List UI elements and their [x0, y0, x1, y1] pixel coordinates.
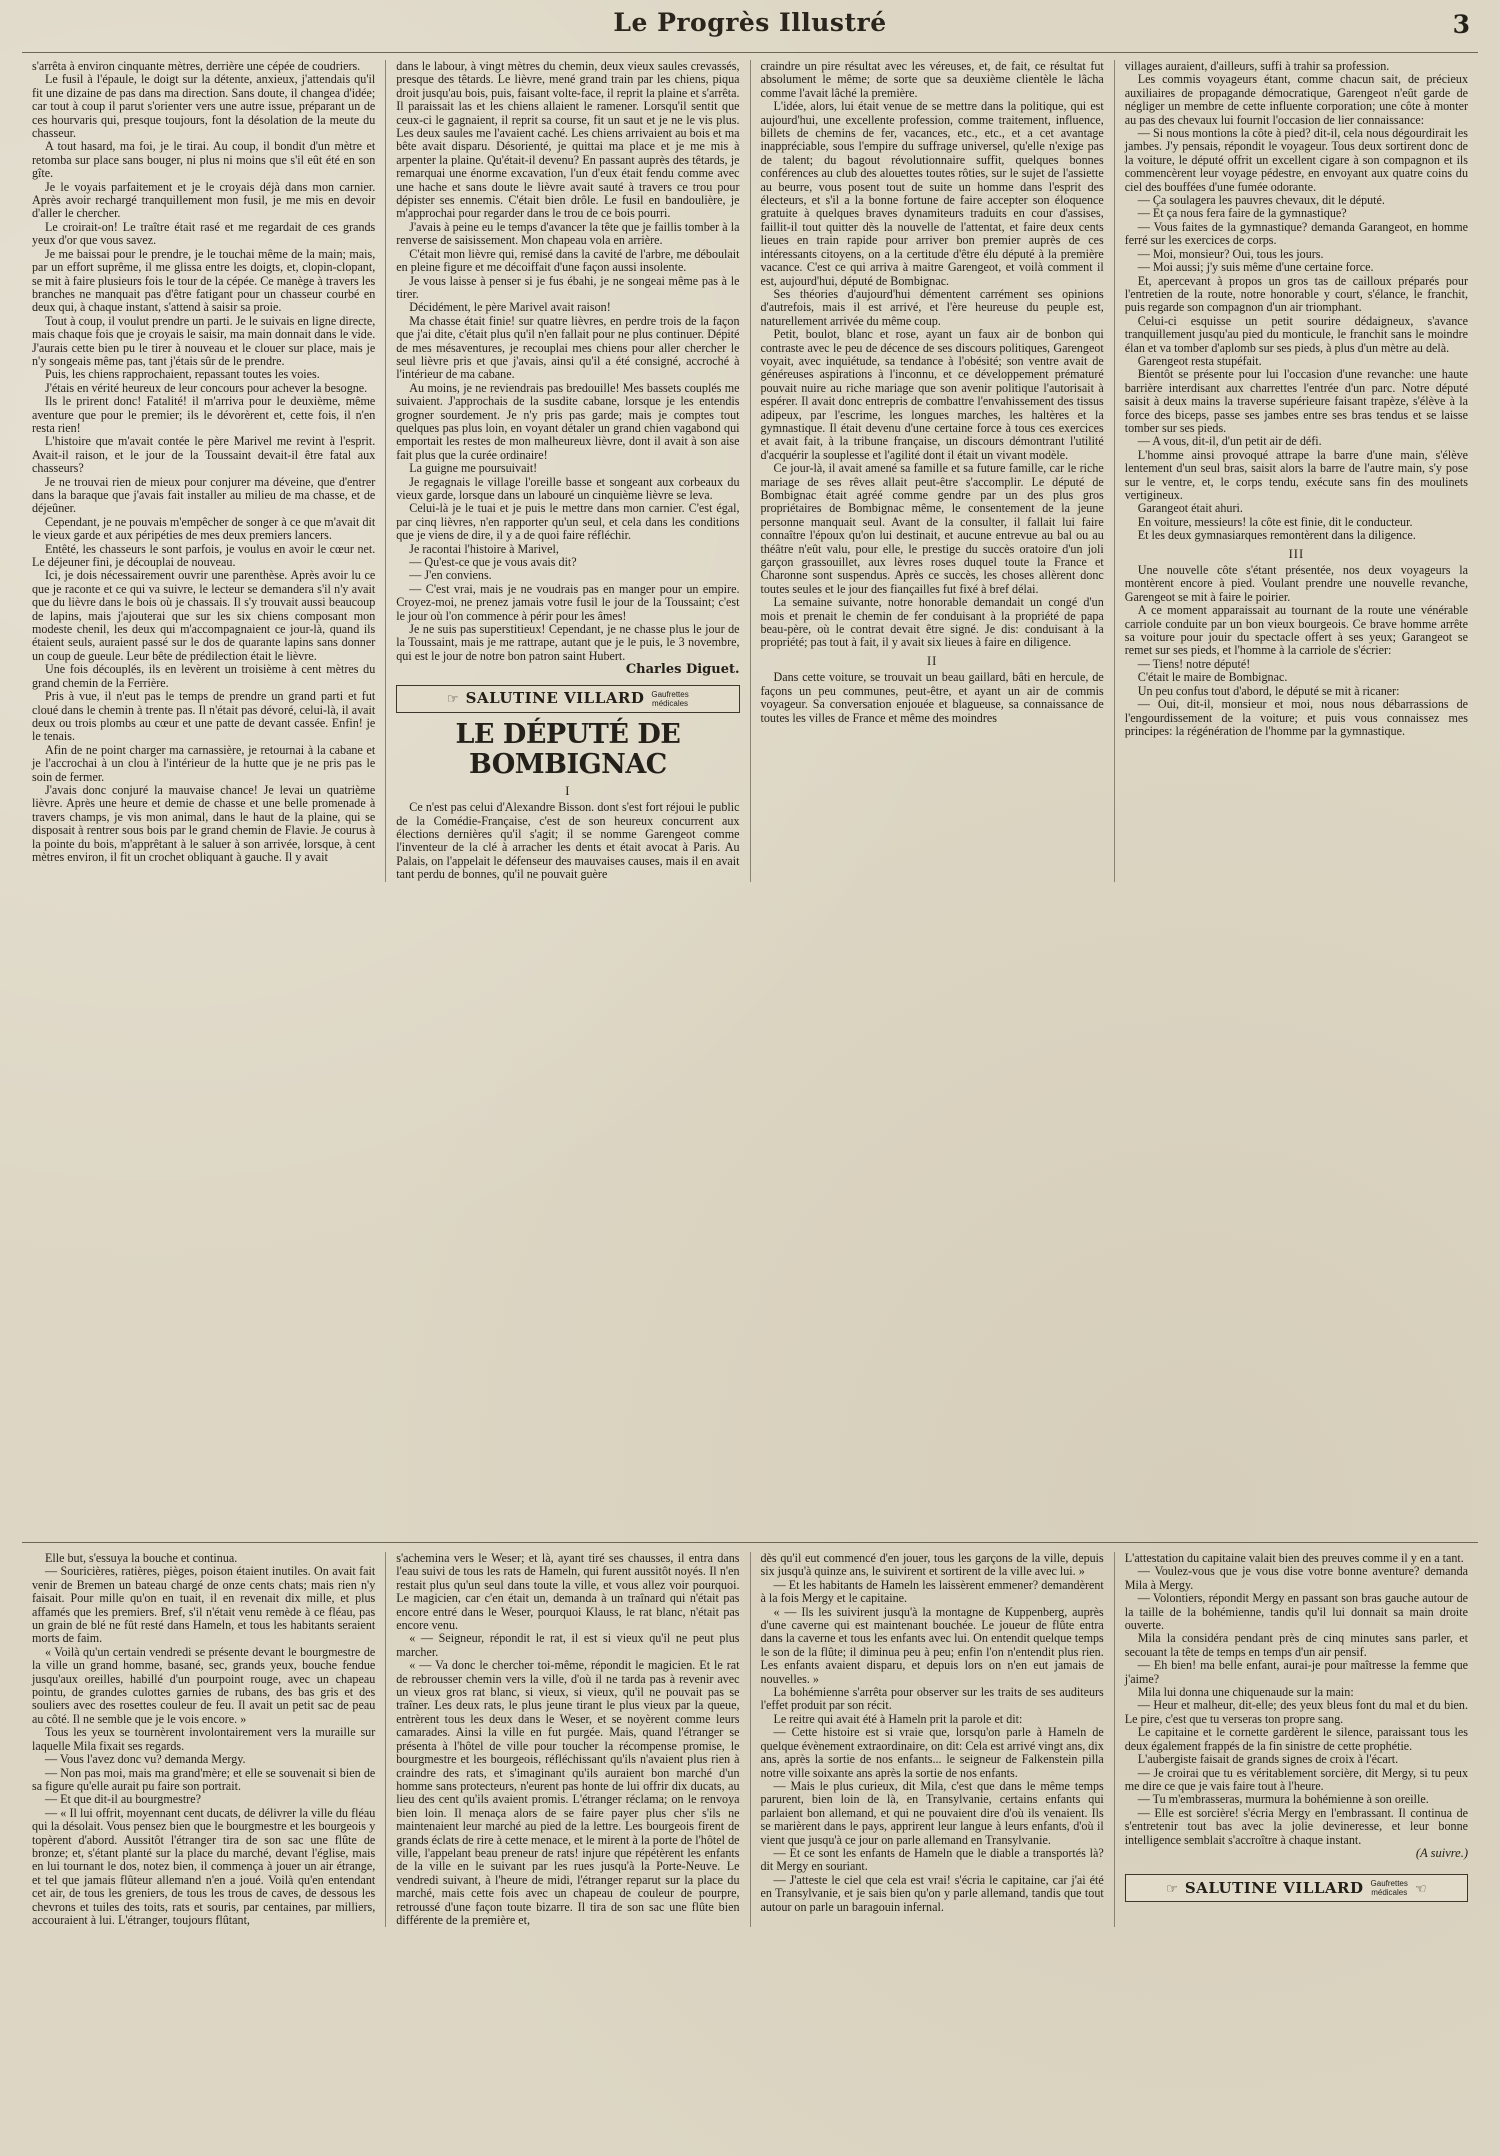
paragraph: « — Seigneur, répondit le rat, il est si vieux qu'il ne peut plus marcher.	[396, 1631, 740, 1659]
paragraph: Un peu confus tout d'abord, le député se mit à ricaner:	[1137, 683, 1400, 698]
section-number-1: I	[565, 783, 571, 798]
paragraph: — Moi aussi; j'y suis même d'une certaine force.	[1137, 260, 1374, 275]
paragraph: — Heur et malheur, dit-elle; des yeux bleus font du mal et du bien. Le pire, c'est que tu verseras ton propre sang.	[1124, 1698, 1468, 1726]
feature-headline: LE DÉPUTÉ DE BOMBIGNAC	[455, 718, 681, 780]
paragraph: Cependant, je ne pouvais m'empêcher de songer à ce que m'avait dit le vieux garde et aux péripéties de mes deux premiers lancers.	[32, 514, 376, 543]
paragraph: — Oui, dit-il, monsieur et moi, nous nous débarrassions de l'engourdissement de la voiture; et puis vous connaissez mes principes: la régénération de l'homme par la gymnastique.	[1124, 697, 1468, 738]
byline: Charles Diguet.	[625, 662, 740, 678]
pointing-hand-left-icon: ☞	[447, 691, 459, 707]
header-divider	[22, 52, 1478, 53]
paragraph: L'attestation du capitaine valait bien des preuves comme il y en a tant.	[1124, 1551, 1464, 1565]
ad-subtitle	[1371, 1879, 1408, 1897]
paragraph: s'arrêta à environ cinquante mètres, derrière une cépée de coudriers.	[32, 59, 361, 73]
paragraph: Je racontai l'histoire à Marivel,	[409, 541, 559, 556]
paragraph: Le capitaine et le cornette gardèrent le silence, paraissant tous les deux également frappés de la fin sinistre de cette prophétie.	[1124, 1725, 1468, 1753]
paragraph: Je vous laisse à penser si je fus ébahi, je ne songeai même pas à le tirer.	[396, 273, 740, 301]
paragraph: Garangeot était ahuri.	[1137, 501, 1243, 516]
paragraph: L'idée, alors, lui était venue de se mettre dans la politique, qui est aujourd'hui, une excellente profession, comme traitement, influence, billets de chemins de fer, vacances, etc., etc., et a cet avantage inappréciable, sous l'empire du suffrage universel, qu'elle n'exige pas de talent; du bagout révolutionnaire suffit, quelques bonnes conférences au club des alouettes toutes rôties, sur le sujet de l'assiette au beurre, vous posent tout de suite un homme dans l'esprit des électeurs, et s'il a la bonne fortune de faire accepter son éloquence gratuite à quelques braves dynamiteurs traduits en cour d'assises, faillit-il tout quitter dès la nouvelle de l'attentat, et faire deux cents lieues en train rapide pour arriver bon premier auprès de ces intéressants citoyens, on a la certitude d'être élu député à la première vacance. C'est ce qui arriva à maitre Garengeot, et voilà comment il est, aujourd'hui, député de Bombignac.	[760, 99, 1104, 288]
paragraph: Je me baissai pour le prendre, je le touchai même de la main; mais, par un effort suprême, il me glissa entre les doigts, et, clopin-clopant, se mit à faire plusieurs fois le tour de la cépée. Ce manège à travers les branches ne manquait pas d'être fatigant pour un chasseur courbé en deux qui, à chaque instant, s'attend à saisir sa proie.	[32, 246, 376, 315]
paragraph: Celui-ci esquisse un petit sourire dédaigneux, s'avance tranquillement jusqu'au pied du monticule, le franchit sans le moindre élan et va tomber d'aplomb sur ses pieds, à plus d'un mètre au delà.	[1124, 313, 1468, 355]
paragraph: Entêté, les chasseurs le sont parfois, je voulus en avoir le cœur net. Le déjeuner fini, je découplai de nouveau.	[32, 541, 376, 570]
paragraph: — Je croirai que tu es véritablement sorcière, dit Mergy, si tu peux me dire ce que je vais faire tout à l'heure.	[1124, 1765, 1468, 1793]
paragraph: — Tu m'embrasseras, murmura la bohémienne à son oreille.	[1137, 1792, 1429, 1807]
paragraph: craindre un pire résultat avec les véreuses, et, de fait, ce résultat fut absolument le même; de sorte que sa deuxième clientèle le lâcha comme l'avait lâché la première.	[760, 59, 1104, 100]
page-number: 3	[1452, 10, 1470, 39]
paragraph: dès qu'il eut commencé d'en jouer, tous les garçons de la ville, depuis six jusqu'à quinze ans, le suivirent et sortirent de la ville avec lui. »	[760, 1551, 1104, 1579]
paragraph: En voiture, messieurs! la côte est finie, dit le conducteur.	[1137, 514, 1413, 529]
column-4	[1114, 60, 1478, 882]
paragraph: — Cette histoire est si vraie que, lorsqu'on parle à Hameln de quelque évènement extraordinaire, on dit: Cela est arrivé vingt ans, dix ans, après la sortie de nos enfants... le seigneur de Falkenstein pilla notre ville soixante ans après la sortie de nos enfants.	[760, 1725, 1104, 1780]
paragraph: Je ne trouvai rien de mieux pour conjurer ma déveine, que d'entrer dans la baraque que j'avais fait installer au milieu de ma chasse, et de déjeûner.	[32, 474, 376, 516]
column-8	[1114, 1552, 1478, 1927]
ad-brand-name: SALUTINE VILLARD	[1184, 1878, 1364, 1897]
pointing-hand-right-icon: ☜	[1414, 1880, 1427, 1896]
column-7	[750, 1552, 1114, 1927]
paragraph: — Et ça nous fera faire de la gymnastique?	[1137, 206, 1347, 221]
paragraph: Ma chasse était finie! sur quatre lièvres, en perdre trois de la façon que j'ai dite, c'était plus qu'il n'en fallait pour ne plus continuer. Dépité de mes mésaventures, je recouplai mes chiens pour aller chercher le seul lièvre pris et que j'avais, ainsi qu'il a été consigné, accroché à l'intérieur de ma cabane.	[396, 313, 740, 382]
ad-subtitle-line2: médicales	[1371, 1888, 1408, 1898]
paragraph: L'homme ainsi provoqué attrape la barre d'une main, s'élève lentement d'un seul bras, saisit alors la barre de l'autre main, s'y pose sur le ventre, et, le corps tendu, exécute sans fin des moulinets vertigineux.	[1124, 447, 1468, 502]
paragraph: « Voilà qu'un certain vendredi se présente devant le bourgmestre de la ville un grand homme, basané, sec, grands yeux, bouche fendue jusqu'aux oreilles, habillé d'un pourpoint rouge, avec un chapeau pointu, de grandes culottes garnies de rubans, des bas gris et des souliers avec des rosettes couleur de feu. Il avait un petit sac de peau au côté. Il ne semble que je le vois encore. »	[32, 1644, 376, 1726]
paragraph: C'était le maire de Bombignac.	[1137, 670, 1288, 685]
paragraph: Afin de ne point charger ma carnassière, je retournai à la cabane et je l'accrochai à un clou à l'intérieur de la hutte que je ne pris pas le soin de fermer.	[32, 742, 376, 784]
paragraph: — Voulez-vous que je vous dise votre bonne aventure? demanda Mila à Mergy.	[1124, 1564, 1468, 1592]
publication-title: Le Progrès Illustré	[613, 8, 887, 37]
paragraph: Je le voyais parfaitement et je le croyais déjà dans mon carnier. Après avoir rechargé tranquillement mon fusil, je me mis en devoir d'aller le chercher.	[32, 179, 376, 221]
paragraph: Je regagnais le village l'oreille basse et songeant aux corbeaux du vieux garde, lorsque dans un labouré un cinquième lièvre se leva.	[396, 474, 740, 502]
paragraph: — Mais le plus curieux, dit Mila, c'est que dans le même temps parurent, bien loin de là, en Transylvanie, certains enfants qui parlaient bon allemand, et qui ne pouvaient dire d'où ils venaient. Ils se marièrent dans le pays, apprirent leur langue à leurs enfants, d'où il vient que jusqu'à ce jour on parle allemand en Transylvanie.	[760, 1778, 1104, 1847]
ad-subtitle-line2: médicales	[652, 698, 689, 708]
paragraph: Et les deux gymnasiarques remontèrent dans la diligence.	[1137, 528, 1416, 543]
paragraph: s'achemina vers le Weser; et là, ayant tiré ses chausses, il entra dans l'eau suivi de tous les rats de Hameln, qui furent aussitôt noyés. Il n'en restait plus qu'un seul dans toute la ville, et vous allez voir pourquoi. Le magicien, car c'en était un, demanda à un traînard qui n'était pas encore entré dans le Weser, pourquoi Klauss, le rat blanc, n'était pas encore venu.	[396, 1551, 740, 1633]
paragraph: Ici, je dois nécessairement ouvrir une parenthèse. Après avoir lu ce que je raconte et ce qui va suivre, le lecteur se demandera s'il n'y avait que du lièvre dans le bois où je chassais. Il s'y trouvait aussi beaucoup de lapins, mais j'ajouterai que sur les six chiens composant mon modeste chenil, les deux qui m'accompagnaient ce jour-là, quand ils étaient seuls, auraient passé sur le dos de quarante lapins sans donner un coup de gueule. Leur bête de prédilection était le lièvre.	[32, 568, 376, 663]
column-5	[22, 1552, 385, 1927]
paragraph: villages auraient, d'ailleurs, suffi à trahir sa profession.	[1124, 59, 1390, 73]
paragraph: L'histoire que m'avait contée le père Marivel me revint à l'esprit. Avait-il raison, et le jour de la Toussaint devait-il être fatal aux chasseurs?	[32, 434, 376, 476]
paragraph: — « Il lui offrit, moyennant cent ducats, de délivrer la ville du fléau qui la désolait. Vous pensez bien que le bourgmestre et les bourgeois y topèrent d'abord. Aussitôt l'étranger tira de son sac une flûte de bronze; et, s'étant planté sur la place du marché, devant l'église, mais en lui tournant le dos, notez bien, il commença à jouer un air étrange, et tel que jamais flûteur allemand n'en a joué. Voilà qu'en entendant cet air, de tous les greniers, de tous les trous de caves, de dessous les chevrons et tuiles des toits, rats et souris, par centaines, par milliers, accouraient à lui. L'étranger, toujours flûtant,	[32, 1805, 376, 1927]
paragraph: Le croirait-on! Le traître était rasé et me regardait de ces grands yeux d'or que vous savez.	[32, 219, 376, 248]
paragraph: Le fusil à l'épaule, le doigt sur la détente, anxieux, j'attendais qu'il fit une dizaine de pas dans ma direction. Sans doute, il changea d'idée; car tout à coup il parut s'orienter vers une autre issue, préparant un de ces hourvaris qui, presque toujours, font la désolation de la meute du chasseur.	[32, 72, 376, 141]
paragraph: — Vous l'avez donc vu? demanda Mergy.	[45, 1752, 246, 1767]
paragraph: Ce n'est pas celui d'Alexandre Bisson. dont s'est fort réjoui le public de la Comédie-Française, c'est de son heureux concurrent aux élections dernières qu'il s'agit; il se nomme Garengeot comme l'inventeur de la clé à arracher les dents et était avocat à Paris. Au Palais, on l'appelait le défenseur des mauvaises causes, mais il en avait tant perdu de bonnes, qu'il ne pouvait guère	[396, 800, 740, 882]
paragraph: Petit, boulot, blanc et rose, ayant un faux air de bonbon qui contraste avec le peu de décence de ses discours politiques, Garengeot voyait, avec inquiétude, sa tendance à l'obésité; son ventre avait de généreuses aspirations à l'inconnu, et ce développement prématuré pouvait nuire au riche mariage que son avenir politique l'autorisait à espérer. Il avait donc entrepris de combattre l'envahissement des tissus adipeux, par l'escrime, les longues marches, les haltères et la gymnastique. Il était devenu d'une certaine force à tous ces exercices et avait fait, à la tribune française, un discours démontrant l'utilité d'acquérir la souplesse et l'agilité dont il était un vivant modèle.	[760, 327, 1104, 462]
pointing-hand-left-icon: ☞	[1166, 1880, 1178, 1896]
paragraph: Tous les yeux se tournèrent involontairement vers la muraille sur laquelle Mila fixait ses regards.	[32, 1725, 376, 1753]
paragraph: — J'en conviens.	[409, 568, 492, 583]
paragraph: Pris à vue, il n'eut pas le temps de prendre un grand parti et fut cloué dans le chemin à trente pas. Il n'était pas dévoré, celui-là, il avait deux ou trois plombs au cœur et une patte de devant cassée. Enfin! je le tenais.	[32, 689, 376, 744]
paragraph: Elle but, s'essuya la bouche et continua.	[45, 1551, 238, 1565]
ad-subtitle	[651, 690, 688, 708]
paragraph: — A vous, dit-il, d'un petit air de défi.	[1137, 434, 1322, 449]
column-1	[22, 60, 385, 882]
paragraph: Je ne suis pas superstitieux! Cependant, je ne chasse plus le jour de la Toussaint, mais je me rattrape, autant que je le puis, le 3 novembre, qui est le jour de notre bon patron saint Hubert.	[396, 622, 740, 663]
paragraph: Au moins, je ne reviendrais pas bredouille! Mes bassets couplés me suivaient. J'approchais de la susdite cabane, lorsque je les entendis grogner sourdement. Je n'y pris pas garde; mais je comptes tout quelques pas plus loin, en voyant détaler un grand chien vagabond qui emportait les restes de mon malheureux lièvre, dont il avait à son aise fait plus que la curée ordinaire!	[396, 380, 740, 462]
paragraph: — Tiens! notre député!	[1137, 656, 1251, 671]
masthead	[0, 8, 1500, 52]
paragraph: Ils le prirent donc! Fatalité! il m'arriva pour le deuxième, même aventure que pour le premier; ils le dévorèrent et, cette fois, il n'en resta rien!	[32, 394, 376, 435]
paragraph: Une fois découplés, ils en levèrent un troisième à cent mètres du grand chemin de la Ferrière.	[32, 662, 376, 690]
paragraph: A tout hasard, ma foi, je le tirai. Au coup, il bondit d'un mètre et retomba sur place sans bouger, ni plus ni moins que s'il eût été en son gîte.	[32, 139, 376, 181]
paragraph: Bientôt se présente pour lui l'occasion d'une revanche: une haute barrière interdisant aux charrettes l'entrée d'un parc. Notre député saisit à deux mains la traverse supérieure faisant trapèze, s'élève à la force des biceps, passe ses jambes entre ses bras tendus et se laisse tomber sur ses pieds.	[1124, 367, 1468, 435]
paragraph: — Vous faites de la gymnastique? demanda Garangeot, en homme ferré sur les exercices de corps.	[1124, 219, 1468, 248]
paragraph: — Qu'est-ce que je vous avais dit?	[409, 555, 577, 570]
paragraph: Le reitre qui avait été à Hameln prit la parole et dit:	[773, 1711, 1023, 1726]
paragraph: — Volontiers, répondit Mergy en passant son bras gauche autour de la taille de la bohémienne, tandis qu'il lui donnait sa main droite ouverte.	[1124, 1591, 1468, 1633]
column-6	[385, 1552, 749, 1927]
paragraph: Garengeot resta stupéfait.	[1137, 353, 1262, 368]
paragraph: Décidément, le père Marivel avait raison!	[409, 300, 611, 315]
paragraph: — C'est vrai, mais je ne voudrais pas en manger pour un empire. Croyez-moi, ne prenez jamais votre fusil le jour de la Toussaint; c'est le jour où l'on commence à périr pour les âmes!	[396, 581, 740, 623]
bottom-section	[22, 1552, 1478, 1927]
paragraph: Tout à coup, il voulut prendre un parti. Je le suivais en ligne directe, mais chaque fois que je croyais le saisir, ma main donnait dans le vide. J'aurais cette bien pu le tirer à nouveau et le clouer sur place, mais je n'y songeais même pas, tant j'étais sûr de le prendre.	[32, 313, 376, 368]
paragraph: — Elle est sorcière! s'écria Mergy en l'embrassant. Il continua de s'entretenir tout bas avec la jolie devineresse, et leur bonne intelligence semblait s'accroître à chaque instant.	[1124, 1805, 1468, 1847]
top-section	[22, 60, 1478, 882]
paragraph: Ce jour-là, il avait amené sa famille et sa future famille, car le riche mariage de ses rêves allait peut-être s'accomplir. Le député de Bombignac était agréé comme gendre par un des plus gros propriétaires de Bombignac même, le consentement de la jeune personne manquait seul. Avant de la consulter, il fallait lui faire connaître l'époux qu'on lui destinait, et aucune entrevue au bal ou au théâtre n'eût valu, pour elle, le prestige du succès oratoire d'un joli garçon grassouillet, aux lèvres roses duquel toute la France et Charonne sont suspendus. Après ce succès, les choses allèrent donc toutes seules et le jour des fiançailles fut fixé à bref délai.	[760, 461, 1104, 596]
paragraph: — J'atteste le ciel que cela est vrai! s'écria le capitaine, car j'ai été en Transylvanie, et je sais bien qu'on y parle allemand, tandis que tout autour on parle un baragouin infernal.	[760, 1872, 1104, 1914]
ad-subtitle-line1: Gaufrettes	[651, 689, 689, 699]
paragraph: La bohémienne s'arrêta pour observer sur les traits de ses auditeurs l'effet produit par son récit.	[760, 1685, 1104, 1713]
paragraph: — Eh bien! ma belle enfant, aurai-je pour maîtresse la femme que j'aime?	[1124, 1658, 1468, 1686]
paragraph: La semaine suivante, notre honorable demandait un congé d'un mois et prenait le chemin de fer conduisant à la propriété de papa beau-père, où le contrat devait être signé. Je dis: conduisant à la propriété; pas tout à fait, il y avait six lieues à faire en diligence.	[760, 595, 1104, 650]
section-number-2: II	[926, 653, 938, 668]
paragraph: — Souricières, ratières, pièges, poison étaient inutiles. On avait fait venir de Bremen un bateau chargé de onze cents chats; mais rien n'y faisait. Pour mille qu'on en tuait, il en revenait dix mille, et plus affamés que les premiers. Bref, s'il n'était venu remède à ce fléau, pas un grain de blé ne fût resté dans Hameln, et tous les habitants seraient morts de faim.	[32, 1564, 376, 1646]
paragraph: J'étais en vérité heureux de leur concours pour achever la besogne.	[45, 380, 368, 395]
paragraph: — Non pas moi, mais ma grand'mère; et elle se souvenait si bien de sa figure qu'elle aurait pu faire son portrait.	[32, 1765, 376, 1793]
paragraph: Celui-là je le tuai et je puis le mettre dans mon carnier. C'est égal, par cinq lièvres, n'en rapporter qu'un seul, et cela dans les conditions que je viens de dire, il y a de quoi faire réfléchir.	[396, 501, 740, 543]
paragraph: — Et ce sont les enfants de Hameln que le diable a transportés là? dit Mergy en souriant.	[760, 1845, 1104, 1874]
paragraph: — Et les habitants de Hameln les laissèrent emmener? demandèrent à la fois Mergy et le capitaine.	[760, 1577, 1104, 1606]
paragraph: — Moi, monsieur? Oui, tous les jours.	[1137, 246, 1324, 261]
ad-subtitle-line1: Gaufrettes	[1370, 1879, 1408, 1889]
paragraph: « — Va donc le chercher toi-même, répondit le magicien. Et le rat de rebrousser chemin vers la ville, d'où il ne tarda pas à revenir avec un vieux gros rat blanc, si vieux, si vieux, qu'il ne pouvait pas se traîner. Les deux rats, le plus jeune tirant le plus vieux par la queue, entrèrent tous les deux dans le Weser, et se noyèrent comme leurs camarades. Ainsi la ville en fut purgée. Mais, quand l'étranger se présenta à l'hôtel de ville pour toucher la récompense promise, le bourgmestre et les bourgeois, réfléchissant qu'ils n'avaient plus rien à craindre des rats, et s'imaginant qu'ils auraient bon marché d'un homme sans protecteurs, n'eurent pas honte de lui offrir dix ducats, au lieu des cent qu'ils avaient promis. L'étranger réclama; on le renvoya bien loin. Il menaça alors de se faire payer plus cher s'ils ne maintenaient leur marché au pied de la lettre. Les bourgeois firent de grands éclats de rire à cette menace, et le mirent à la porte de l'hôtel de ville, l'appelant beau preneur de rats! injure que répétèrent les enfants de la ville en le suivant par les rues jusqu'à la Porte-Neuve. Le vendredi suivant, à l'heure de midi, l'étranger reparut sur la place du marché, mais cette fois avec un chapeau de couleur de pourpre, retroussé d'une façon toute bizarre. Il tira de son sac une flûte bien différente de la première et,	[396, 1658, 740, 1927]
advertisement-salutine-villard[interactable]	[396, 685, 739, 713]
column-2	[385, 60, 749, 882]
paragraph: « — Ils les suivirent jusqu'à la montagne de Kuppenberg, auprès d'une caverne qui est maintenant bouchée. Le joueur de flûte entra dans la caverne et tous les enfants avec lui. On entendit quelque temps le son de la flûte; il diminua peu à peu; enfin l'on n'entendit plus rien. Les enfants avaient disparu, et depuis lors on n'en eut jamais de nouvelles. »	[760, 1604, 1104, 1686]
paragraph: Ses théories d'aujourd'hui démentent carrément ses opinions d'autrefois, mais il est arrivé, et l'ère heureuse du peuple est, naturellement arrivée du même coup.	[760, 286, 1104, 328]
paragraph: Dans cette voiture, se trouvait un beau gaillard, bâti en hercule, de façons un peu communes, peut-être, et ayant un air de commis voyageur. Sa conversation enjouée et blagueuse, sa connaissance de toutes les villes de France et même des moindres	[760, 670, 1104, 725]
paragraph: J'avais à peine eu le temps d'avancer la tête que je faillis tomber à la renverse de saisissement. Mon chapeau vola en arrière.	[396, 219, 740, 248]
paragraph: L'aubergiste faisait de grands signes de croix à l'écart.	[1137, 1752, 1399, 1767]
ad-brand-name: SALUTINE VILLARD	[465, 688, 645, 707]
paragraph: — Ça soulagera les pauvres chevaux, dit le député.	[1137, 193, 1385, 208]
paragraph: Une nouvelle côte s'étant présentée, nos deux voyageurs la montèrent encore à pied. Voulant prendre une nouvelle revanche, Garengeot se mit à faire le poirier.	[1124, 563, 1468, 604]
section-number-3: III	[1288, 546, 1305, 561]
advertisement-salutine-villard-bottom[interactable]	[1125, 1874, 1468, 1902]
paragraph: C'était mon lièvre qui, remisé dans la cavité de l'arbre, me déboulait en pleine figure et me décoiffait d'une façon aussi insolente.	[396, 246, 740, 275]
paragraph: — Si nous montions la côte à pied? dit-il, cela nous dégourdirait les jambes. J'y pensais, répondit le voyageur. Tous deux sortirent donc de la voiture, le député offrit un excellent cigare à son compagnon et ils commencèrent leur voyage pédestre, en envoyant aux quatre coins du ciel des bouffées d'une fumée odorante.	[1124, 126, 1468, 194]
paragraph: Puis, les chiens rapprochaient, repassant toutes les voies.	[45, 367, 320, 382]
section-divider	[22, 1542, 1478, 1543]
column-3	[750, 60, 1114, 882]
paragraph: Les commis voyageurs étant, comme chacun sait, de précieux auxiliaires de propagande démocratique, Garengeot n'eût garde de négliger un membre de cette influente corporation; une côte à monter au pas des chevaux lui fournit l'occasion de lier connaissance:	[1124, 72, 1468, 127]
paragraph: A ce moment apparaissait au tournant de la route une vénérable carriole conduite par un bon vieux bourgeois. Ce brave homme arrête sa voiture pour jouir du spectacle offert à ses yeux; Garangeot se remet sur ses pieds, et l'homme à la carriole de s'écrier:	[1124, 603, 1468, 658]
paragraph: — Et que dit-il au bourgmestre?	[45, 1792, 201, 1807]
continuation-note: (A suivre.)	[1415, 1845, 1468, 1860]
paragraph: La guigne me poursuivait!	[409, 461, 538, 476]
paragraph: Mila la considéra pendant près de cinq minutes sans parler, et secouant la tête de temps en temps d'un air pensif.	[1124, 1631, 1468, 1659]
paragraph: Mila lui donna une chiquenaude sur la main:	[1137, 1685, 1354, 1700]
paragraph: dans le labour, à vingt mètres du chemin, deux vieux saules crevassés, presque des têtards. Le lièvre, mené grand train par les chiens, piqua droit jusqu'au bois, puis, faisant volte-face, il reprit la plaine et s'arrêta. Il paraissait las et les chiens allaient le ramener. Lorsqu'il sentit que ceux-ci le gagnaient, il reprit sa course, fit un saut et je ne le vis plus. Les deux saules me l'avaient caché. Les chiens arrivaient au bois et ma bête avait disparu. Désorienté, je quittai ma place et je me mis à arpenter la plaine. Qu'était-il devenu? En passant auprès des têtards, je remarquai une énorme excavation, l'un d'eux était fendu comme avec une hache et sans doute le lièvre avait sauté à travers ce trou pour dépister ses ennemis. C'était bien drôle. Le fusil en bandoulière, je m'approchai pour regarder dans le trou de ce bois pourri.	[396, 59, 740, 221]
paragraph: J'avais donc conjuré la mauvaise chance! Je levai un quatrième lièvre. Après une heure et demie de chasse et une belle promenade à travers champs, je vis mon animal, dans le haut de la plaine, qui se disposait à rentrer sous bois par le grand chemin de Flavie. Je courus à la pointe du bois, m'apprêtant à le saluer à son arrivée, lorsque, à cent mètres environ, il fit un crochet obliquant à gauche. Il y avait	[32, 782, 376, 864]
paragraph: Et, apercevant à propos un gros tas de cailloux préparés pour l'entretien de la route, notre honorable y court, s'élance, le franchit, puis regarde son compagnon d'un air triomphant.	[1124, 273, 1468, 315]
